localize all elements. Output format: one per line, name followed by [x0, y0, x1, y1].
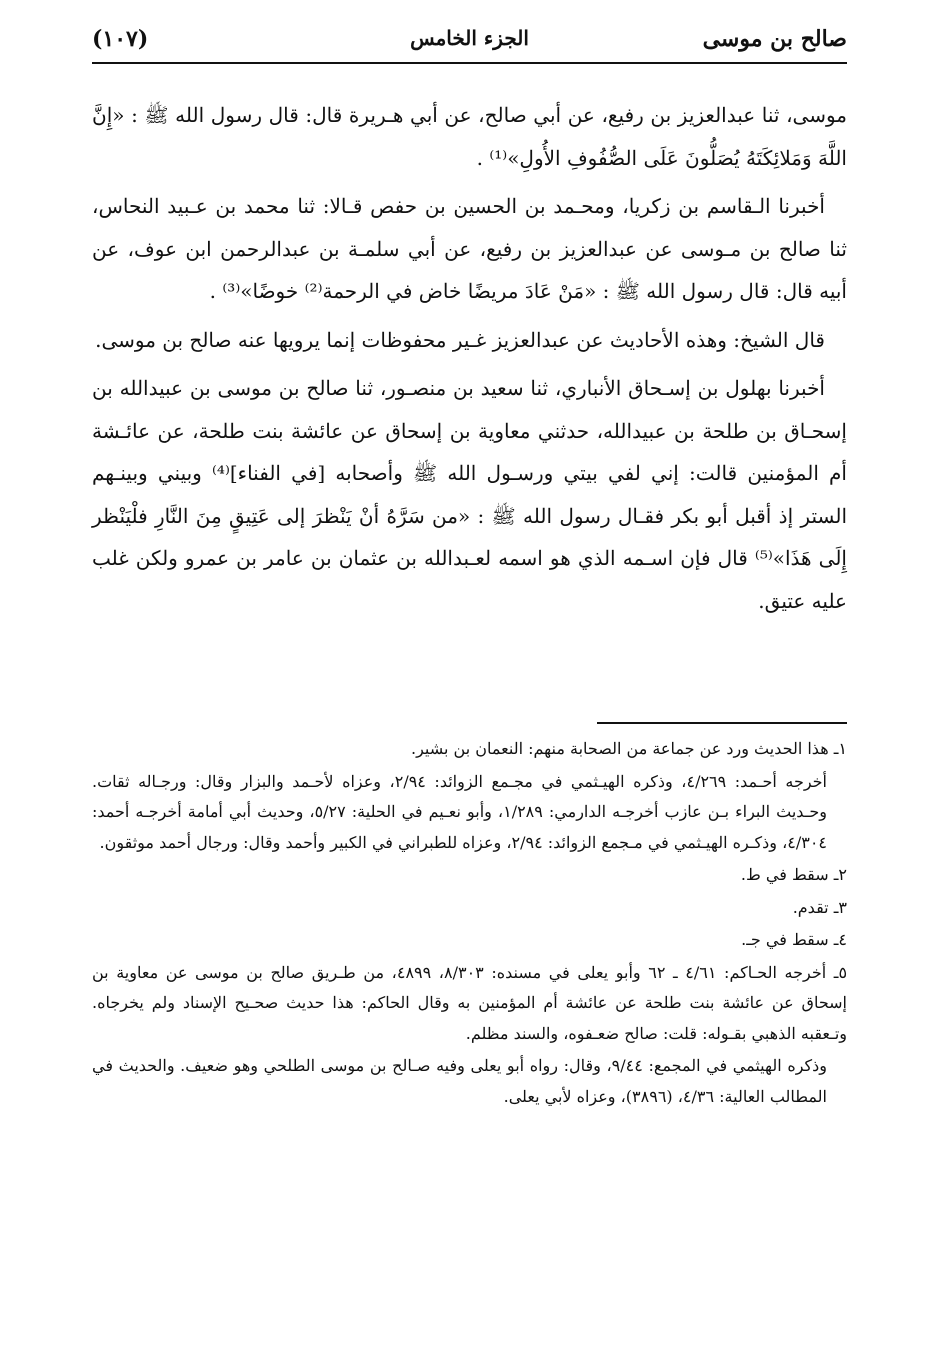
paragraph: أخبرنا بهلول بن إسـحاق الأنباري، ثنا سعيد بن منصـور، ثنا صالح بن موسى بن عبيدالله بن إسحـاق بن طلحة بن عبيدالله، حدثني معاوية بن إسحاق عن عائشة بنت طلحة، عن عائـشة أم المؤمنين قالت: إني لفي بيتي ورسـول الله ﷺ وأصحابه [في الفناء]⁽⁴⁾ وبيني وبينـهم الستر إذ أقبل أبو بكر فقـال رسول الله ﷺ : «من سَرَّهُ أنْ يَنْظرَ إلى عَتِيقٍ مِنَ النَّارِ فلْيَنْظر إِلَى هَذَا»⁽⁵⁾ قال فإن اسـمه الذي هو اسمه لعـبدالله بن عثمان بن عامر بن عمرو ولكن غلب عليه عتيق. — [92, 376, 847, 613]
paragraph: أخبرنا الـقاسم بن زكريا، ومحـمد بن الحسين بن حفص قـالا: ثنا محمد بن عـبيد النحاس، ثنا صالح بن مـوسى عن عبدالعزيز بن رفيع، عن أبي سلمـة بن عبدالرحمن ابن عوف، عن أبيه قال: قال رسول الله ﷺ : «مَنْ عَادَ مريضًا خاض في الرحمة⁽²⁾ خوضًا»⁽³⁾ . — [92, 194, 847, 303]
paragraph: موسى، ثنا عبدالعزيز بن رفيع، عن أبي صالح، عن أبي هـريرة قال: قال رسول الله ﷺ : «إِنَّ اللَّهَ وَمَلائِكَتَهُ يُصَلُّونَ عَلَى الصُّفُوفِ الأُولِ»⁽¹⁾ . — [92, 103, 847, 170]
footnote: ١ـ هذا الحديث ورد عن جماعة من الصحابة منهم: النعمان بن بشير. — [411, 739, 847, 758]
footnote: ٤ـ سقط في جـ. — [741, 930, 847, 949]
footnote: وذكره الهيثمي في المجمع: ٩/٤٤، وقال: رواه أبو يعلى وفيه صـالح بن موسى الطلحي وهو ضعيف. والحديث في المطالب العالية: ٤/٣٦، (٣٨٩٦)، وعزاه لأبي يعلى. — [92, 1056, 827, 1106]
page-header — [92, 20, 847, 60]
footnote: ٣ـ تقدم. — [792, 897, 847, 917]
paragraph: قال الشيخ: وهذه الأحاديث عن عبدالعزيز غـير محفوظات إنما يرويها عنه صالح بن موسى. — [95, 327, 825, 352]
footnote-divider — [597, 722, 847, 724]
header-divider — [92, 62, 847, 64]
running-title-author: صالح بن موسى — [702, 26, 847, 52]
main-text — [92, 94, 847, 628]
footnote: ٥ـ أخرجه الحـاكم: ٤/٦١ ـ ٦٢ وأبو يعلى في مسنده: ٨/٣٠٣، ٤٨٩٩، من طـريق صالح بن موسى عن معاوية بن إسحاق عن عائشة بنت طلحة عن عائشة أم المؤمنين به وقال الحاكم: هذا حديث صحـيح الإسناد ولم يخرجاه. وتـعقبه الذهبي بقـوله: قلت: صالح ضعـفوه، والسند مظلم. — [92, 962, 848, 1043]
footnote: أخرجه أحـمد: ٤/٢٦٩، وذكره الهيـثمي في مجـمع الزوائد: ٢/٩٤، وعزاه لأحـمد والبزار وقال: ورجـاله ثقات. وحـديث البراء بـن عازب أخرجـه الدارمي: ١/٢٨٩، وأبو نعـيم في الحلية: ٥/٢٧، وحديث أبي أمامة أخرجـه أحمد: ٤/٣٠٤، وذكـره الهيـثمي في مـجمع الزوائد: ٢/٩٤، وعزاه للطبراني في الكبير وأحمد وقال: ورجال أحمد موثقون. — [92, 771, 827, 852]
footnote: ٢ـ سقط في ط. — [740, 865, 847, 884]
page-number: (١٠٧) — [92, 26, 149, 52]
running-title-volume: الجزء الخامس — [410, 26, 529, 50]
footnotes — [92, 734, 847, 1114]
